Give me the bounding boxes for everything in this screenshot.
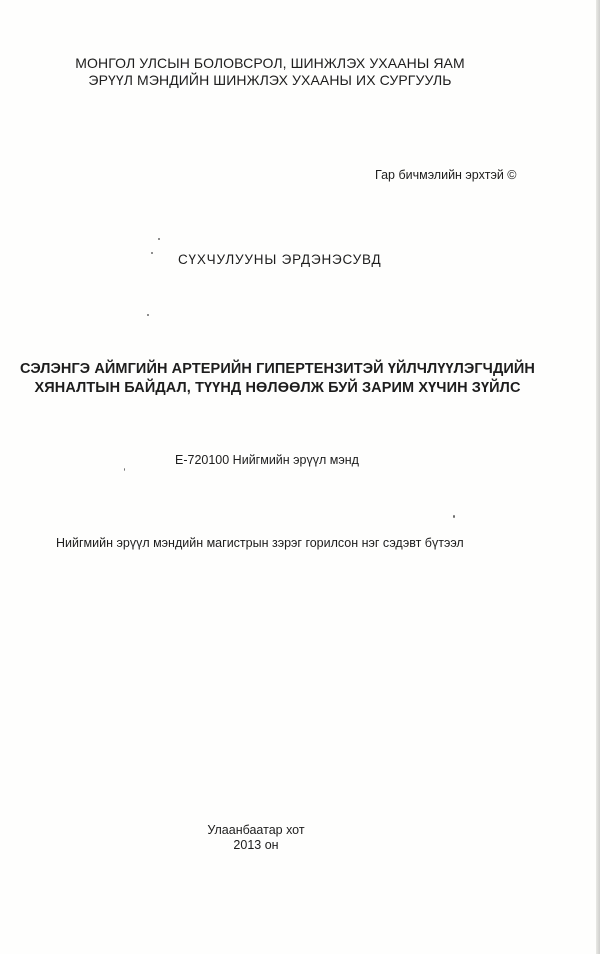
scan-speck — [151, 252, 153, 254]
copyright-notice: Гар бичмэлийн эрхтэй © — [375, 168, 517, 182]
scan-speck — [124, 468, 125, 471]
publication-year: 2013 он — [233, 838, 279, 852]
institution-line-2: ЭРҮҮЛ МЭНДИЙН ШИНЖЛЭХ УХААНЫ ИХ СУРГУУЛЬ — [88, 72, 452, 88]
scan-speck — [453, 515, 455, 518]
thesis-title-line-1: СЭЛЭНГЭ АЙМГИЙН АРТЕРИЙН ГИПЕРТЕНЗИТЭЙ ҮЙЛЧЛҮҮЛЭГЧДИЙН — [19, 361, 536, 377]
thesis-title-line-2: ХЯНАЛТЫН БАЙДАЛ, ТҮҮНД НӨЛӨӨЛЖ БУЙ ЗАРИМ ХҮЧИН ЗҮЙЛС — [34, 380, 521, 396]
specialty-code: Е-720100 Нийгмийн эрүүл мэнд — [175, 453, 359, 467]
city-name: Улаанбаатар хот — [207, 823, 305, 837]
page-edge — [596, 0, 600, 954]
institution-line-1: МОНГОЛ УЛСЫН БОЛОВСРОЛ, ШИНЖЛЭХ УХААНЫ ЯАМ — [75, 55, 465, 71]
scan-speck — [147, 314, 149, 316]
scan-speck — [158, 238, 160, 240]
degree-statement: Нийгмийн эрүүл мэндийн магистрын зэрэг горилсон нэг сэдэвт бүтээл — [56, 536, 464, 550]
author-name: СҮХЧУЛУУНЫ ЭРДЭНЭСУВД — [178, 252, 382, 267]
